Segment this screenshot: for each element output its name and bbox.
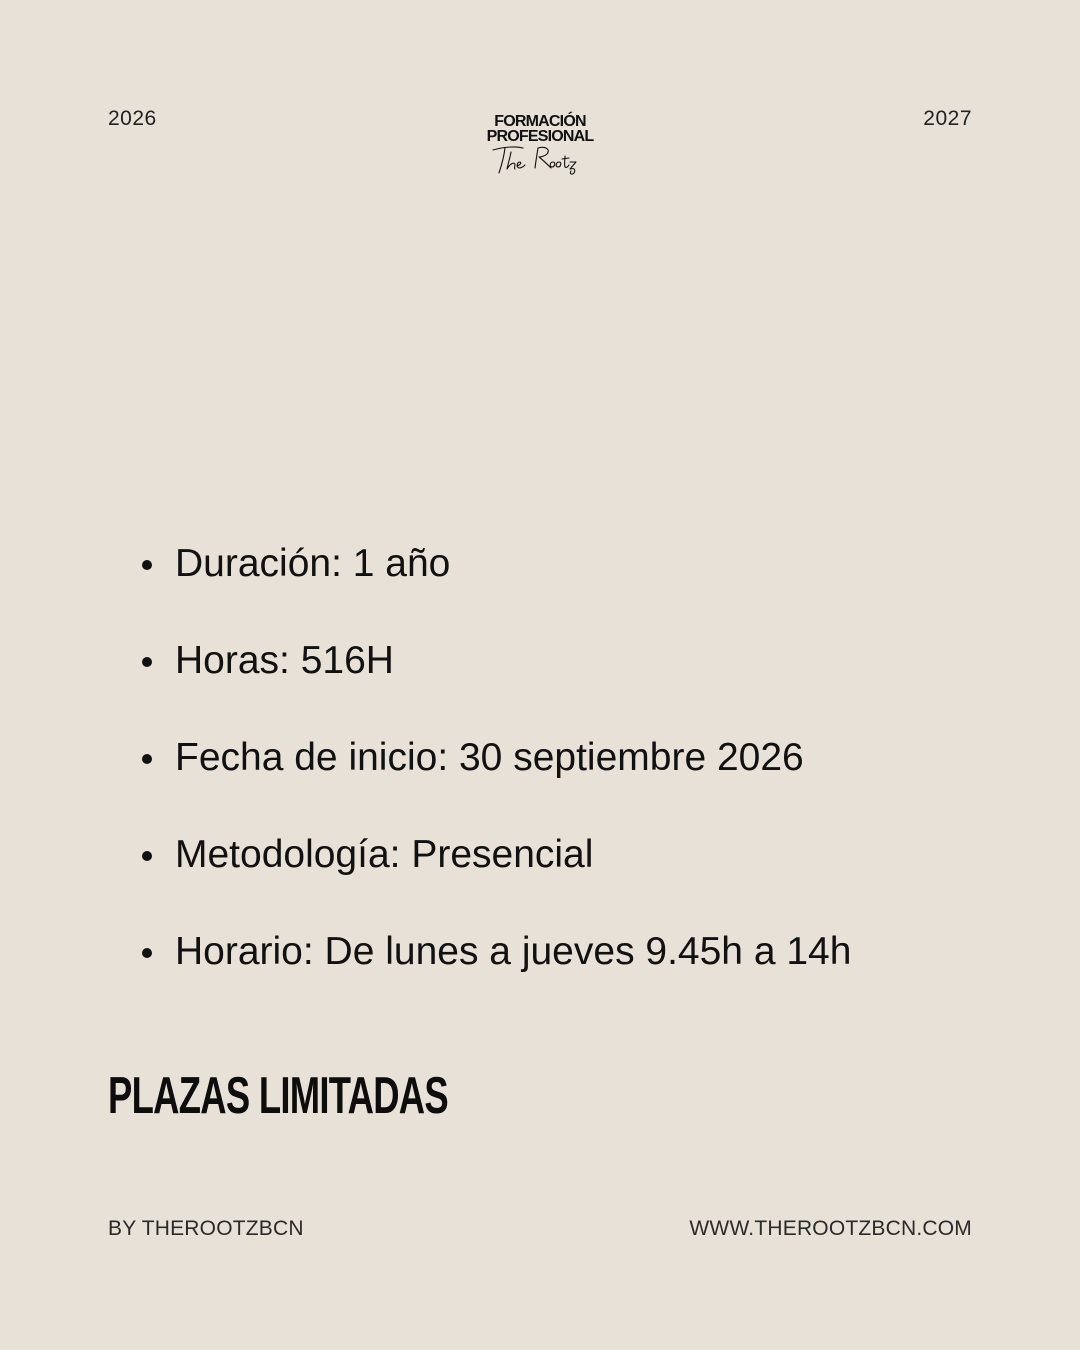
signature-logo-icon	[475, 142, 605, 176]
bullet-icon	[142, 754, 152, 764]
list-item-horas	[138, 630, 851, 727]
list-item-duracion	[138, 533, 851, 630]
detail-text: Duración: 1 año	[175, 542, 451, 585]
detail-text: Metodología: Presencial	[175, 833, 594, 876]
bullet-icon	[142, 851, 152, 861]
detail-text: Fecha de inicio: 30 septiembre 2026	[175, 736, 804, 779]
footer-website-link[interactable]: WWW.THEROOTZBCN.COM	[689, 1217, 972, 1240]
logo-line-formacion: FORMACIÓN	[494, 113, 586, 130]
list-item-fecha-inicio	[138, 727, 851, 824]
headline-plazas-limitadas: PLAZAS LIMITADAS	[108, 1067, 448, 1125]
logo-line-profesional: PROFESIONAL	[486, 128, 594, 145]
bullet-icon	[142, 657, 152, 667]
bullet-icon	[142, 560, 152, 570]
course-details-list	[138, 533, 851, 1018]
bullet-icon	[142, 948, 152, 958]
list-item-horario	[138, 921, 851, 1018]
detail-text: Horas: 516H	[175, 639, 394, 682]
year-end: 2027	[923, 107, 972, 130]
brand-logo	[475, 114, 605, 176]
list-item-metodologia	[138, 824, 851, 921]
detail-text: Horario: De lunes a jueves 9.45h a 14h	[175, 930, 852, 973]
year-start: 2026	[108, 107, 157, 130]
footer-byline: BY THEROOTZBCN	[108, 1217, 304, 1240]
